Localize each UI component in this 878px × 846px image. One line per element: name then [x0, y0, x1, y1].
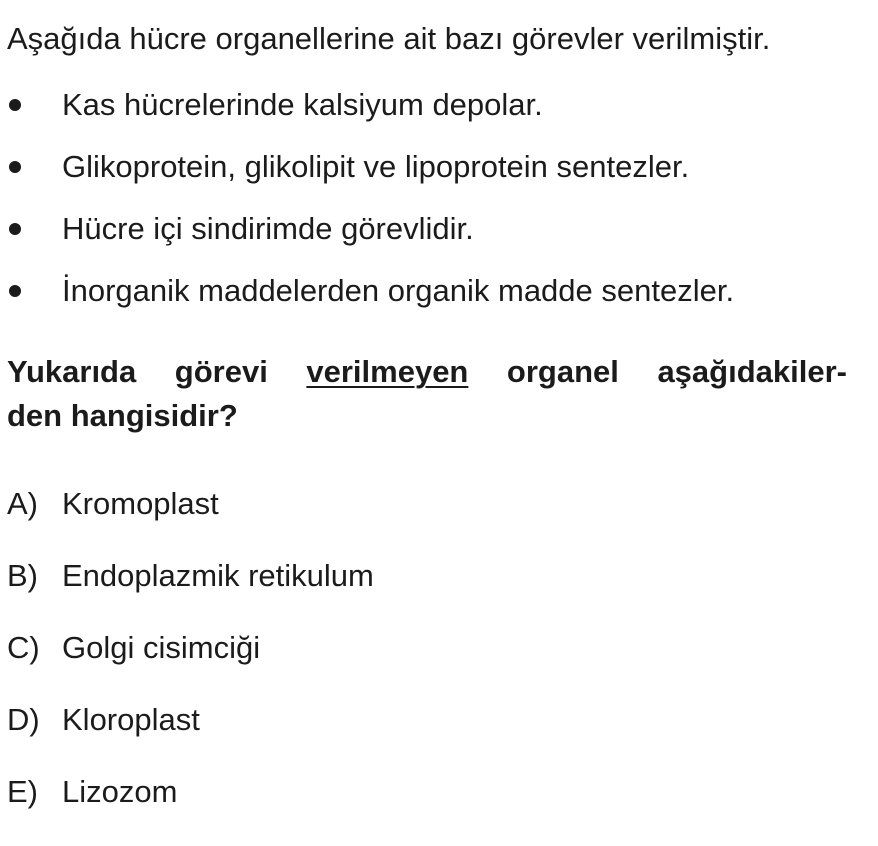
bullet-text: İnorganik maddelerden organik madde sentezler. — [62, 273, 735, 308]
option-letter: E) — [7, 774, 38, 809]
bullet-text: Glikoprotein, glikolipit ve lipoprotein sentezler. — [62, 149, 690, 184]
question-emphasis: verilmeyen — [306, 354, 469, 389]
question-line-1 — [7, 350, 847, 394]
option-text: Lizozom — [62, 774, 178, 809]
intro-text: Aşağıda hücre organellerine ait bazı görevler verilmiştir. — [7, 21, 771, 56]
bullet-icon — [9, 99, 21, 111]
list-item — [0, 208, 878, 270]
option-letter: C) — [7, 630, 40, 665]
option-letter: A) — [7, 486, 38, 521]
option-letter: D) — [7, 702, 40, 737]
bullet-text: Kas hücrelerinde kalsiyum depolar. — [62, 87, 543, 122]
list-item — [0, 84, 878, 146]
bullet-icon — [9, 285, 21, 297]
option-text: Kromoplast — [62, 486, 219, 521]
option-text: Kloroplast — [62, 702, 200, 737]
bullet-list — [0, 84, 878, 332]
option-text: Endoplazmik retikulum — [62, 558, 374, 593]
option-text: Golgi cisimciği — [62, 630, 261, 665]
list-item — [0, 146, 878, 208]
question-line-2: den hangisidir? — [7, 398, 238, 433]
list-item — [0, 270, 878, 332]
option-letter: B) — [7, 558, 38, 593]
question-word: organel — [506, 354, 619, 389]
question-word: Yukarıda — [7, 354, 137, 389]
question-word: görevi — [174, 354, 268, 389]
bullet-icon — [9, 223, 21, 235]
bullet-icon — [9, 161, 21, 173]
question-word: aşağıdakiler- — [657, 354, 847, 389]
bullet-text: Hücre içi sindirimde görevlidir. — [62, 211, 474, 246]
question-stem — [7, 350, 847, 438]
